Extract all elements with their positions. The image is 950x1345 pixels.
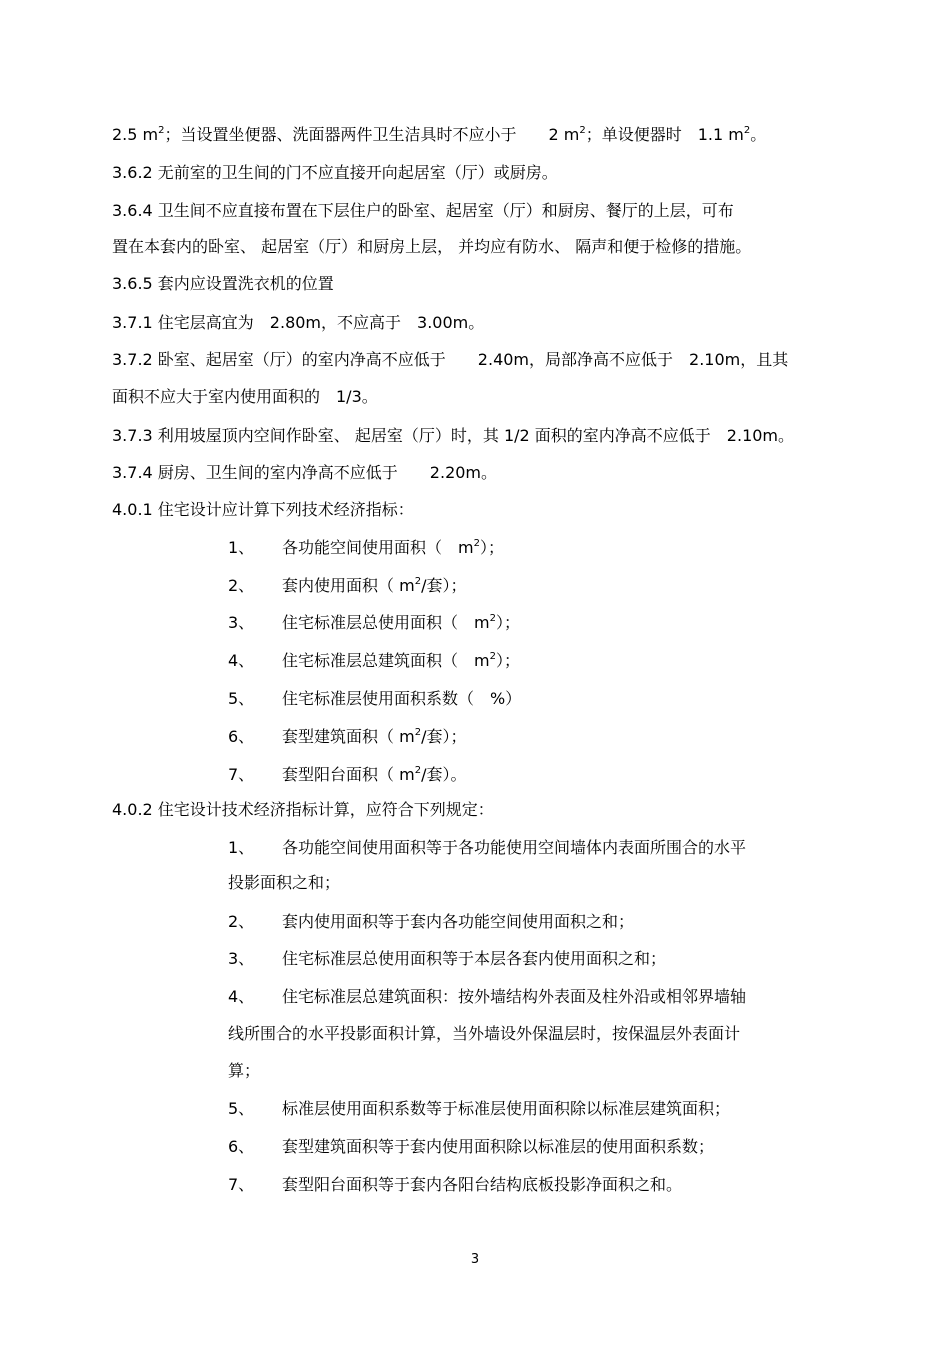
list-item	[228, 688, 521, 710]
list-text-after: ）；	[495, 613, 520, 632]
list-item-continuation: 线所围合的水平投影面积计算，当外墙设外保温层时，按保温层外表面计	[228, 1024, 741, 1043]
list-item	[228, 948, 666, 970]
list-number: 3、	[228, 949, 255, 968]
paragraph-3-7-2-line2: 面积不应大于室内使用面积的 1/3。	[112, 387, 378, 406]
superscript: 2	[414, 765, 422, 776]
superscript: 2	[473, 538, 480, 549]
text-run: ；单设便器时 1.1 m	[585, 125, 744, 144]
list-number: 4、	[228, 651, 255, 670]
list-item	[228, 612, 520, 634]
list-text: 住宅标准层总建筑面积（ m	[282, 651, 490, 670]
list-text: 套型建筑面积等于套内使用面积除以标准层的使用面积系数；	[282, 1137, 715, 1156]
list-text: 各功能空间使用面积等于各功能使用空间墙体内表面所围合的水平	[282, 838, 747, 857]
list-number: 6、	[228, 1137, 255, 1156]
paragraph-4-0-2: 4.0.2 住宅设计技术经济指标计算，应符合下列规定：	[112, 800, 494, 819]
list-number: 6、	[228, 727, 255, 746]
paragraph-3-6-4-line2: 置在本套内的卧室、 起居室（厅）和厨房上层， 并均应有防水、 隔声和便于检修的措施。	[112, 237, 752, 256]
list-text: 套内使用面积（ m	[282, 576, 415, 595]
text-run: 2.5 m	[112, 125, 159, 144]
list-item	[228, 1098, 730, 1120]
list-number: 1、	[228, 538, 255, 557]
paragraph-3-6-1-cont	[112, 124, 766, 146]
superscript: 2	[414, 576, 422, 587]
list-text: 住宅标准层总建筑面积：按外墙结构外表面及柱外沿或相邻界墙轴	[282, 987, 747, 1006]
list-item	[228, 537, 504, 559]
list-text-after: ）；	[495, 651, 520, 670]
list-text: 各功能空间使用面积（ m	[282, 538, 474, 557]
superscript: 2	[414, 727, 422, 738]
superscript: 2	[158, 125, 165, 136]
text-run: ；当设置坐便器、洗面器两件卫生洁具时不应小于 2 m	[164, 125, 580, 144]
list-item	[228, 575, 466, 597]
text-run: 。	[750, 125, 767, 144]
list-number: 5、	[228, 689, 255, 708]
superscript: 2	[489, 651, 496, 662]
list-number: 2、	[228, 576, 255, 595]
paragraph-3-7-3: 3.7.3 利用坡屋顶内空间作卧室、 起居室（厅）时，其 1/2 面积的室内净高不应低于 2.10m。	[112, 426, 795, 445]
list-item	[228, 650, 520, 672]
paragraph-3-6-5: 3.6.5 套内应设置洗衣机的位置	[112, 274, 334, 293]
list-number: 4、	[228, 987, 255, 1006]
list-text: 住宅标准层总使用面积等于本层各套内使用面积之和；	[282, 949, 667, 968]
superscript: 2	[489, 613, 496, 624]
superscript: 2	[579, 125, 586, 136]
paragraph-3-6-4-line1: 3.6.4 卫生间不应直接布置在下层住户的卧室、起居室（厅）和厨房、餐厅的上层，可布	[112, 201, 734, 220]
list-item	[228, 1174, 682, 1196]
list-item-continuation: 算；	[228, 1061, 261, 1080]
list-text: 套型阳台面积等于套内各阳台结构底板投影净面积之和。	[282, 1175, 683, 1194]
list-text: 住宅标准层总使用面积（ m	[282, 613, 490, 632]
paragraph-3-6-2: 3.6.2 无前室的卫生间的门不应直接开向起居室（厅）或厨房。	[112, 163, 558, 182]
list-text: 套内使用面积等于套内各功能空间使用面积之和；	[282, 912, 635, 931]
paragraph-3-7-1: 3.7.1 住宅层高宜为 2.80m，不应高于 3.00m。	[112, 313, 485, 332]
paragraph-3-7-4: 3.7.4 厨房、卫生间的室内净高不应低于 2.20m。	[112, 463, 498, 482]
list-item-continuation: 投影面积之和；	[228, 873, 341, 892]
list-text-after: /套）。	[421, 765, 467, 784]
list-item	[228, 837, 746, 859]
list-number: 2、	[228, 912, 255, 931]
list-item	[228, 1136, 714, 1158]
paragraph-3-7-2-line1: 3.7.2 卧室、起居室（厅）的室内净高不应低于 2.40m，局部净高不应低于 2.10m，且其	[112, 350, 789, 369]
list-number: 3、	[228, 613, 255, 632]
list-number: 7、	[228, 1175, 255, 1194]
page-number: 3	[470, 1252, 480, 1267]
list-text: 住宅标准层使用面积系数（ %）	[282, 689, 522, 708]
list-number: 1、	[228, 838, 255, 857]
list-item	[228, 726, 466, 748]
list-number: 7、	[228, 765, 255, 784]
list-text-after: /套）；	[421, 727, 467, 746]
list-text-after: ）；	[479, 538, 504, 557]
list-text: 套型阳台面积（ m	[282, 765, 415, 784]
list-text-after: /套）；	[421, 576, 467, 595]
list-item	[228, 911, 634, 933]
list-item	[228, 986, 746, 1008]
list-number: 5、	[228, 1099, 255, 1118]
superscript: 2	[743, 125, 751, 136]
list-item	[228, 764, 466, 786]
paragraph-4-0-1: 4.0.1 住宅设计应计算下列技术经济指标：	[112, 500, 414, 519]
list-text: 套型建筑面积（ m	[282, 727, 415, 746]
list-text: 标准层使用面积系数等于标准层使用面积除以标准层建筑面积；	[282, 1099, 731, 1118]
